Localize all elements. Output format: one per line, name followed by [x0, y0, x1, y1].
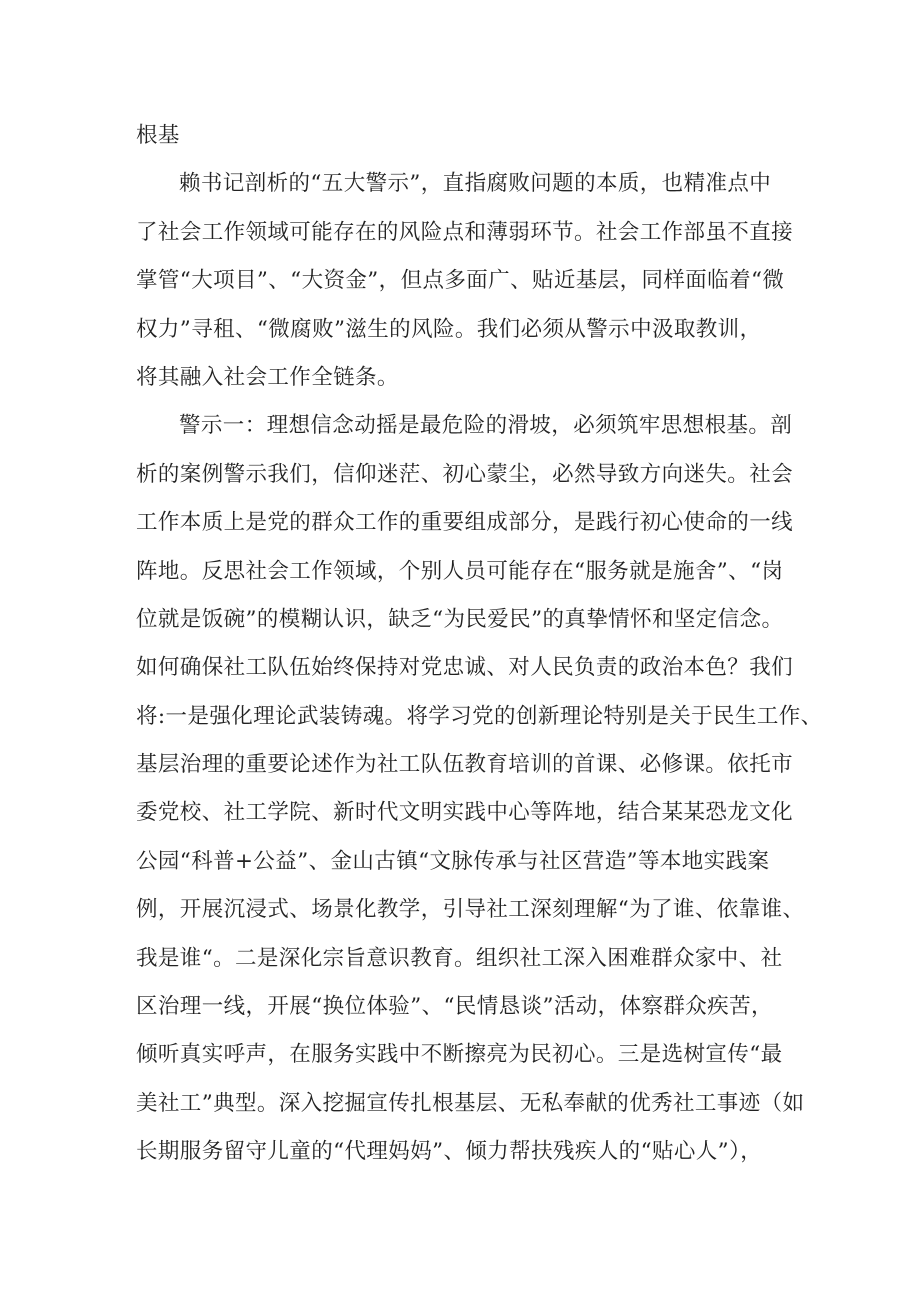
body-line: 将:一是强化理论武装铸魂。将学习党的创新理论特别是关于民生工作、: [136, 703, 823, 729]
body-line: 了社会工作领域可能存在的风险点和薄弱环节。社会工作部虽不直接: [136, 219, 794, 245]
body-line: 阵地。反思社会工作领域，个别人员可能存在“服务就是施舍”、“岗: [136, 558, 784, 584]
body-line: 区治理一线，开展“换位体验”、“民情恳谈”活动，体察群众疾苦，: [136, 994, 773, 1020]
body-line: 将其融入社会工作全链条。: [136, 364, 399, 390]
body-line: 例，开展沉浸式、场景化教学，引导社工深刻理解“为了谁、依靠谁、: [136, 897, 805, 923]
body-line: 掌管“大项目”、“大资金”，但点多面广、贴近基层，同样面临着“微: [136, 268, 785, 294]
body-line: 析的案例警示我们，信仰迷茫、初心蒙尘，必然导致方向迷失。社会: [136, 461, 794, 487]
body-line: 如何确保社工队伍始终保持对党忠诚、对人民负责的政治本色？我们: [136, 655, 794, 681]
body-line: 根基: [136, 123, 180, 148]
document-body: [136, 112, 823, 1177]
body-line: 位就是饭碗”的模糊认识，缺乏“为民爱民”的真挚情怀和坚定信念。: [136, 606, 784, 632]
body-line: 公园“科普+公益”、金山古镇“文脉传承与社区营造”等本地实践案: [136, 848, 770, 874]
body-line: 基层治理的重要论述作为社工队伍教育培训的首课、必修课。依托市: [136, 752, 794, 778]
body-line: 我是谁“。二是深化宗旨意识教育。组织社工深入困难群众家中、社: [136, 945, 783, 971]
body-line: 权力”寻租、“微腐败”滋生的风险。我们必须从警示中汲取教训，: [136, 316, 762, 342]
paragraph-first-line: 警示一：理想信念动摇是最危险的滑坡，必须筑牢思想根基。剖: [179, 413, 793, 439]
body-line: 工作本质上是党的群众工作的重要组成部分，是践行初心使命的一线: [136, 510, 794, 536]
body-line: 倾听真实呼声，在服务实践中不断擦亮为民初心。三是选树宣传“最: [136, 1042, 783, 1068]
paragraph-first-line: 赖书记剖析的“五大警示”，直指腐败问题的本质，也精准点中: [179, 171, 772, 197]
body-line: 长期服务留守儿童的“代理妈妈”、倾力帮扶残疾人的“贴心人”），: [136, 1139, 763, 1165]
body-line: 委党校、社工学院、新时代文明实践中心等阵地，结合某某恐龙文化: [136, 800, 794, 826]
body-line: 美社工”典型。深入挖掘宣传扎根基层、无私奉献的优秀社工事迹（如: [136, 1090, 805, 1116]
